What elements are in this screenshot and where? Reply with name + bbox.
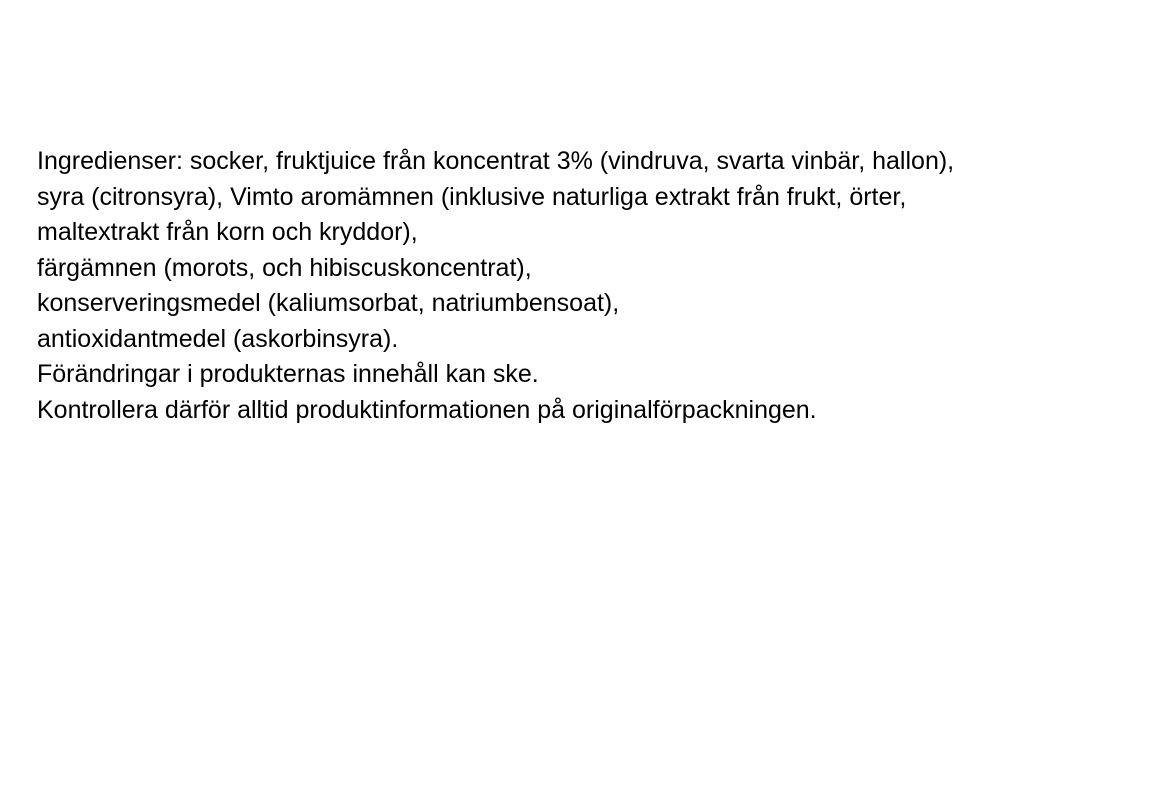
ingredients-line-3: maltextrakt från korn och kryddor), xyxy=(37,218,418,246)
disclaimer-line-2: Kontrollera därför alltid produktinformationen på originalförpackningen. xyxy=(37,395,817,424)
ingredients-line-2: syra (citronsyra), Vimto aromämnen (inklusive naturliga extrakt från frukt, örter, xyxy=(37,182,907,211)
ingredients-line-5: konserveringsmedel (kaliumsorbat, natriumbensoat), xyxy=(37,289,620,317)
ingredients-line-6: antioxidantmedel (askorbinsyra). xyxy=(37,324,399,353)
disclaimer-line-1: Förändringar i produkternas innehåll kan ske. xyxy=(37,360,539,388)
ingredients-text xyxy=(37,144,1157,428)
ingredients-line-4: färgämnen (morots, och hibiscuskoncentrat), xyxy=(37,253,532,282)
ingredients-line-1: Ingredienser: socker, fruktjuice från koncentrat 3% (vindruva, svarta vinbär, hallon), xyxy=(37,147,955,175)
